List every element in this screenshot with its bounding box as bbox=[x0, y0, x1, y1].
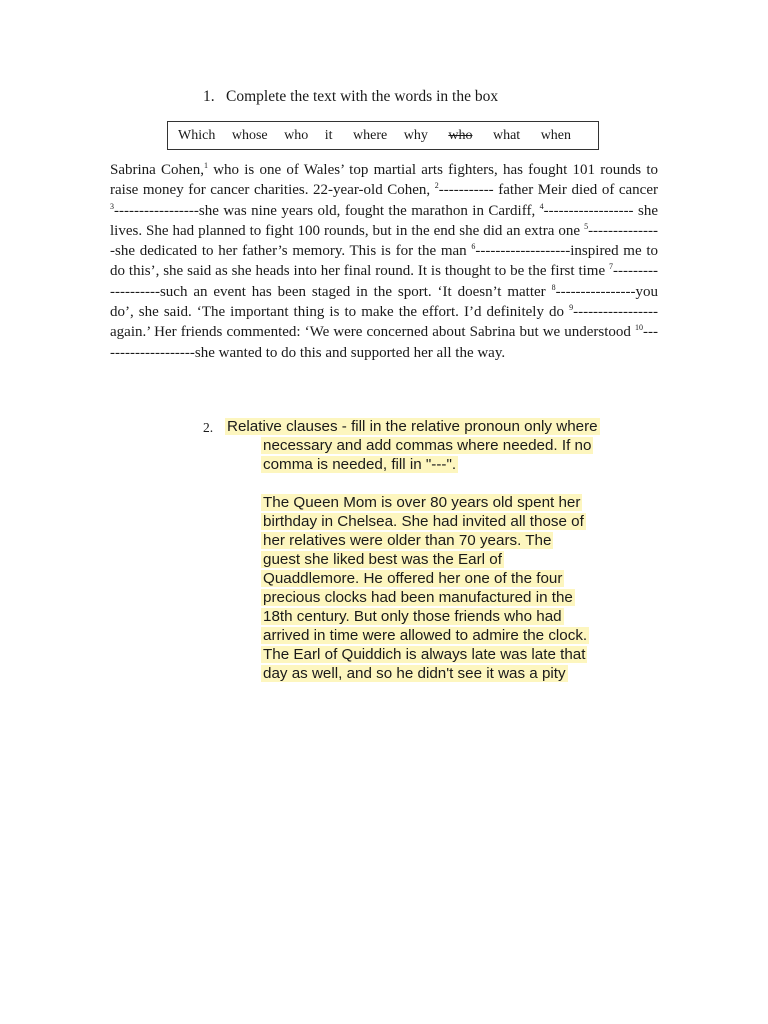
gap-number: 7 bbox=[609, 262, 614, 272]
gap-number: 3 bbox=[110, 201, 114, 211]
passage-text: --------------------she wanted to do this and supported her all the way. bbox=[110, 324, 658, 361]
passage-text: -------------------such an event has been staged in the sport. ‘It doesn’t matter bbox=[110, 263, 658, 300]
task2-paragraph bbox=[261, 493, 589, 683]
task2-number: 2. bbox=[203, 420, 214, 435]
passage-text: -------------------inspired me to do this’, she said as she heads into her final round. It is thought to be the first time bbox=[110, 243, 658, 280]
paragraph-line: her relatives were older than 70 years. The bbox=[263, 532, 552, 549]
gap-number: 1 bbox=[203, 161, 208, 170]
passage-text: ----------------- again.’ Her friends commented: ‘We were concerned about Sabrina but we understood bbox=[110, 304, 658, 341]
passage-text: who is one of Wales’ top martial arts fighters, has fought 101 rounds to raise money for cancer charities. 22-year-old Cohen, bbox=[110, 162, 659, 199]
task1-number: 1. bbox=[203, 88, 215, 105]
instruction-line: comma is needed, fill in "---". bbox=[263, 456, 457, 473]
gap-fill-passage bbox=[110, 160, 658, 363]
paragraph-line: guest she liked best was the Earl of bbox=[263, 551, 502, 568]
gap-number: 5 bbox=[584, 221, 589, 231]
word-box-item: who bbox=[284, 128, 309, 143]
passage-text: Sabrina Cohen, bbox=[110, 162, 204, 178]
paragraph-line: precious clocks had been manufactured in the bbox=[263, 589, 573, 606]
paragraph-line: The Queen Mom is over 80 years old spent her bbox=[263, 494, 581, 511]
task1-heading bbox=[203, 88, 498, 106]
word-box-item: where bbox=[353, 128, 388, 143]
word-box bbox=[167, 121, 599, 150]
gap-number: 4 bbox=[539, 201, 544, 211]
word-box-item: when bbox=[540, 128, 572, 143]
passage-text: ------------------ she lives. She had planned to fight 100 rounds, but in the end she did an extra one bbox=[110, 202, 658, 239]
passage-text: ----------------you do’, she said. ‘The important thing is to make the effort. I’d definitely do bbox=[110, 283, 658, 321]
word-box-item: it bbox=[324, 128, 333, 143]
gap-number: 2 bbox=[434, 181, 439, 191]
word-box-item: why bbox=[403, 128, 428, 143]
paragraph-line: birthday in Chelsea. She had invited all those of bbox=[263, 513, 584, 530]
paragraph-line: day as well, and so he didn't see it was a pity bbox=[263, 665, 566, 682]
paragraph-line: Quaddlemore. He offered her one of the four bbox=[263, 570, 563, 587]
passage-text: ----------- father Meir died of cancer bbox=[438, 182, 658, 199]
word-box-item-struck: who bbox=[448, 128, 473, 143]
task1-heading-text: Complete the text with the words in the box bbox=[226, 88, 499, 105]
instruction-line: Relative clauses - fill in the relative pronoun only where bbox=[227, 418, 598, 435]
task2-instruction bbox=[225, 417, 600, 474]
word-box-item: Which bbox=[178, 128, 216, 143]
paragraph-line: arrived in time were allowed to admire the clock. bbox=[263, 627, 588, 644]
word-box-item: whose bbox=[231, 128, 268, 143]
passage-text: -----------------she was nine years old, fought the marathon in Cardiff, bbox=[114, 202, 540, 219]
paragraph-line: The Earl of Quiddich is always late was late that bbox=[263, 646, 586, 663]
gap-number: 6 bbox=[471, 242, 476, 252]
word-box-item: what bbox=[492, 128, 521, 143]
gap-number: 10 bbox=[635, 323, 643, 333]
paragraph-line: 18th century. But only those friends who had bbox=[263, 608, 562, 625]
passage-text: ---------------she dedicated to her father’s memory. This is for the man bbox=[110, 222, 658, 260]
gap-number: 8 bbox=[551, 282, 556, 292]
instruction-line: necessary and add commas where needed. If no bbox=[263, 437, 592, 454]
gap-number: 9 bbox=[569, 303, 574, 313]
